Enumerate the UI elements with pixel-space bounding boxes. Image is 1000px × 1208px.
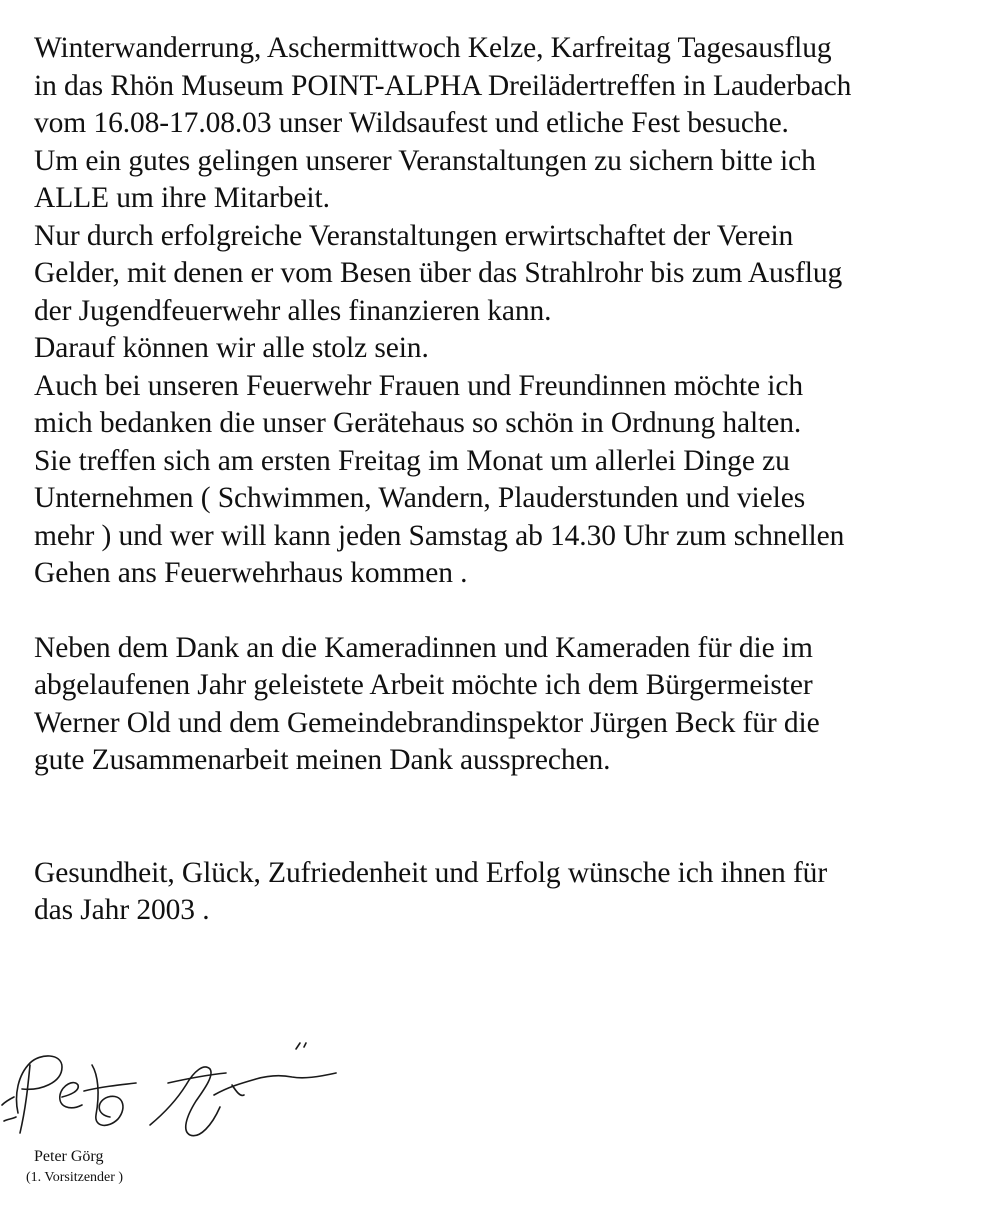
- text-line: Winterwanderrung, Aschermittwoch Kelze, Karfreitag Tagesausflug: [34, 32, 832, 64]
- signatory-role: (1. Vorsitzender ): [26, 1170, 124, 1185]
- letter-body: [34, 30, 984, 930]
- text-line: Nur durch erfolgreiche Veranstaltungen erwirtschaftet der Verein: [34, 219, 794, 252]
- text-line: mich bedanken die unser Gerätehaus so schön in Ordnung halten.: [34, 407, 802, 439]
- text-line: Darauf können wir alle stolz sein.: [34, 332, 429, 364]
- paragraph-2: [34, 630, 984, 780]
- text-line: ALLE um ihre Mitarbeit.: [34, 182, 330, 214]
- paragraph-1: [34, 30, 984, 593]
- text-line: gute Zusammenarbeit meinen Dank aussprechen.: [34, 744, 611, 776]
- text-line: vom 16.08-17.08.03 unser Wildsaufest und etliche Fest besuche.: [34, 107, 789, 139]
- text-line: das Jahr 2003 .: [34, 894, 210, 926]
- text-line: Auch bei unseren Feuerwehr Frauen und Freundinnen möchte ich: [34, 369, 803, 402]
- text-line: abgelaufenen Jahr geleistete Arbeit möchte ich dem Bürgermeister: [34, 669, 813, 701]
- signatory-name: Peter Görg: [34, 1148, 104, 1165]
- text-line: Werner Old und dem Gemeindebrandinspektor Jürgen Beck für die: [34, 706, 820, 739]
- text-line: Gehen ans Feuerwehrhaus kommen .: [34, 557, 468, 589]
- text-line: Um ein gutes gelingen unserer Veranstaltungen zu sichern bitte ich: [34, 144, 816, 177]
- text-line: Gelder, mit denen er vom Besen über das Strahlrohr bis zum Ausflug: [34, 257, 843, 289]
- text-line: Unternehmen ( Schwimmen, Wandern, Plauderstunden und vieles: [34, 482, 806, 514]
- text-line: Gesundheit, Glück, Zufriedenheit und Erfolg wünsche ich ihnen für: [34, 856, 828, 889]
- paragraph-3: [34, 855, 984, 930]
- text-line: der Jugendfeuerwehr alles finanzieren kann.: [34, 294, 552, 327]
- handwritten-signature: [0, 1035, 360, 1145]
- text-line: Sie treffen sich am ersten Freitag im Monat um allerlei Dinge zu: [34, 444, 790, 477]
- text-line: in das Rhön Museum POINT-ALPHA Dreilädertreffen in Lauderbach: [34, 69, 852, 102]
- paragraph-spacer: [34, 780, 984, 855]
- paragraph-spacer: [34, 593, 984, 630]
- text-line: Neben dem Dank an die Kameradinnen und Kameraden für die im: [34, 631, 813, 664]
- text-line: mehr ) und wer will kann jeden Samstag ab 14.30 Uhr zum schnellen: [34, 519, 845, 552]
